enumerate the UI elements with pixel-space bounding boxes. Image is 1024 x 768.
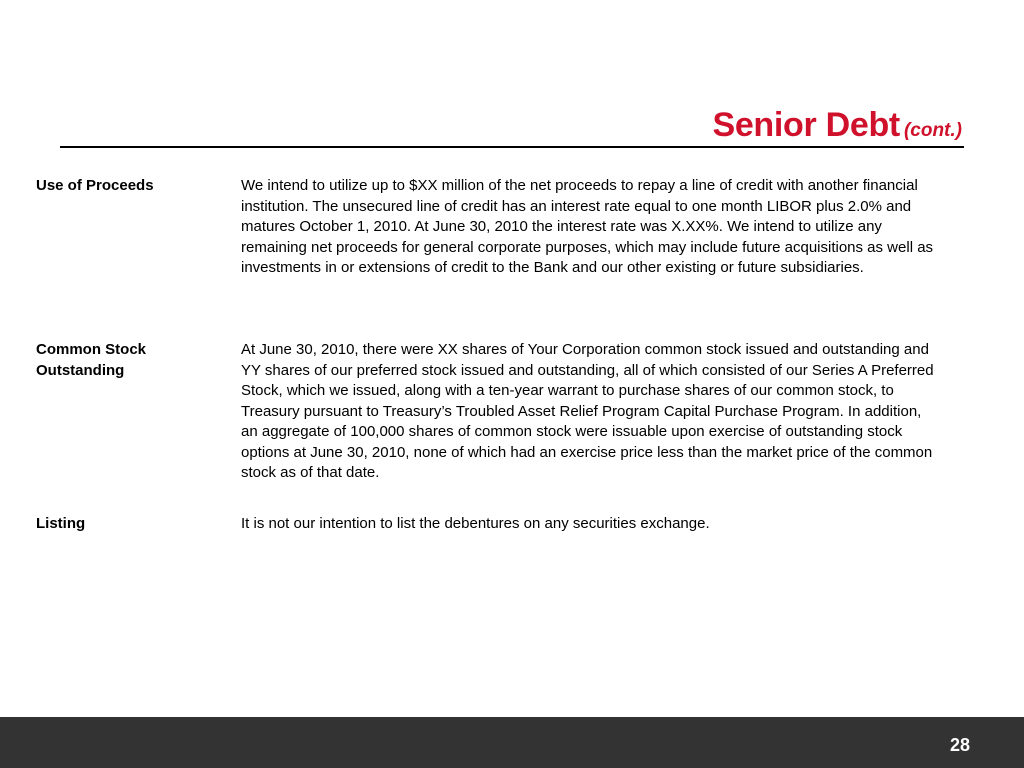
slide-title-suffix: (cont.) (903, 120, 962, 141)
row-label-common-stock: Common Stock Outstanding (36, 341, 147, 379)
row-text-use-of-proceeds: We intend to utilize up to $XX million of the net proceeds to repay a line of credit with another financial institution. The unsecured line of credit has an interest rate equal to one month LIBOR plus 2.0% and matures October 1, 2010. At June 30, 2010 the interest rate was X.XX%. We intend to utilize any remaining net proceeds for general corporate purposes, which may include future acquisitions as well as investments in or extensions of credit to the Bank and our other existing or future subsidiaries. (241, 177, 934, 276)
slide-title (712, 106, 962, 145)
footer-bar (0, 717, 1024, 768)
slide-title-main: Senior Debt (712, 106, 900, 144)
row-text-listing: It is not our intention to list the debentures on any securities exchange. (241, 515, 710, 532)
row-text-common-stock: At June 30, 2010, there were XX shares of Your Corporation common stock issued and outstanding and YY shares of our preferred stock issued and outstanding, all of which consisted of our Series A Preferred Stock, which we issued, along with a ten-year warrant to purchase shares of our common stock, to Treasury pursuant to Treasury’s Troubled Asset Relief Program Capital Purchase Program. In addition, an aggregate of 100,000 shares of common stock were issuable upon exercise of outstanding stock options at June 30, 2010, none of which had an exercise price less than the market price of the common stock as of that date. (241, 341, 934, 481)
row-label-listing: Listing (36, 515, 86, 532)
page-number: 28 (949, 735, 970, 755)
row-label-use-of-proceeds: Use of Proceeds (36, 177, 154, 194)
title-underline (60, 146, 964, 148)
